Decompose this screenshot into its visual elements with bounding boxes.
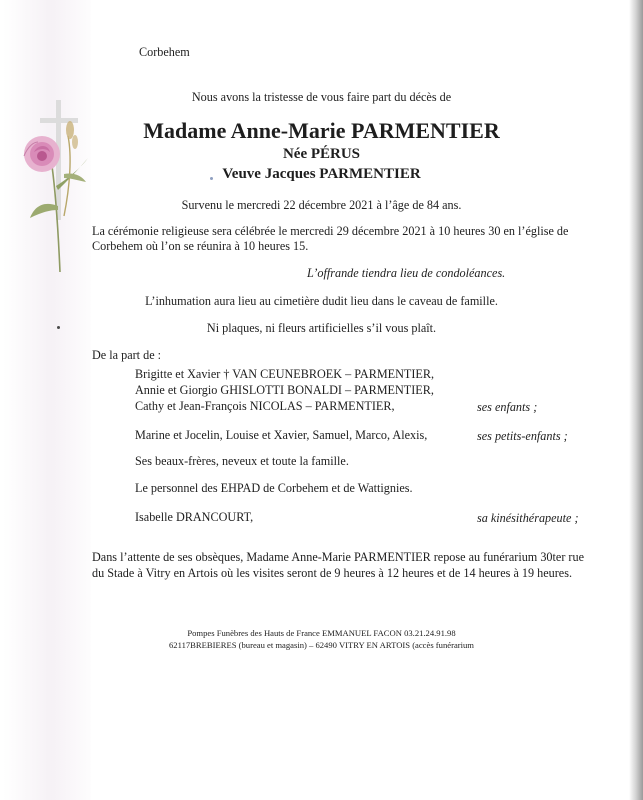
scan-speck [210, 177, 213, 180]
child-line-3: Cathy et Jean-François NICOLAS – PARMENTIER, [135, 399, 395, 413]
grandchildren-role: ses petits-enfants ; [477, 429, 568, 443]
deceased-name: Madame Anne-Marie PARMENTIER [143, 118, 500, 143]
widow-line: Veuve Jacques PARMENTIER [222, 166, 421, 182]
from-label: De la part de : [92, 348, 162, 362]
scan-speck [57, 326, 60, 329]
children-role: ses enfants ; [477, 400, 538, 414]
physio-role: sa kinésithérapeute ; [477, 511, 579, 525]
death-date: Survenu le mercredi 22 décembre 2021 à l’âge de 84 ans. [181, 198, 462, 212]
staff-line: Le personnel des EHPAD de Corbehem et de Wattignies. [135, 481, 413, 495]
funerarium-line-2: du Stade à Vitry en Artois où les visites seront de 9 heures à 12 heures et de 14 heures à 19 heures. [92, 566, 572, 580]
town-name: Corbehem [139, 45, 190, 59]
grandchildren-line: Marine et Jocelin, Louise et Xavier, Samuel, Marco, Alexis, [135, 428, 428, 442]
in-laws-line: Ses beaux-frères, neveux et toute la famille. [135, 454, 349, 468]
funerarium-line-1: Dans l’attente de ses obsèques, Madame Anne-Marie PARMENTIER repose au funérarium 30ter rue [92, 550, 584, 564]
child-line-1: Brigitte et Xavier † VAN CEUNEBROEK – PARMENTIER, [135, 367, 435, 381]
ceremony-line-1: La cérémonie religieuse sera célébrée le mercredi 29 décembre 2021 à 10 heures 30 en l’église de [92, 224, 569, 238]
burial-note: L’inhumation aura lieu au cimetière dudit lieu dans le caveau de famille. [145, 294, 498, 308]
no-flowers-note: Ni plaques, ni fleurs artificielles s’il vous plaît. [206, 321, 437, 335]
ceremony-line-2: Corbehem où l’on se réunira à 10 heures 15. [92, 239, 309, 253]
physio-line: Isabelle DRANCOURT, [135, 510, 254, 524]
intro-text: Nous avons la tristesse de vous faire part du décès de [191, 90, 452, 104]
child-line-2: Annie et Giorgio GHISLOTTI BONALDI – PARMENTIER, [135, 383, 434, 397]
footer-line-1: Pompes Funèbres des Hauts de France EMMANUEL FACON 03.21.24.91.98 [187, 628, 456, 638]
footer-line-2: 62117BREBIERES (bureau et magasin) – 62490 VITRY EN ARTOIS (accès funérarium [169, 640, 474, 650]
maiden-name: Née PÉRUS [282, 146, 361, 162]
offering-note: L’offrande tiendra lieu de condoléances. [307, 266, 506, 280]
